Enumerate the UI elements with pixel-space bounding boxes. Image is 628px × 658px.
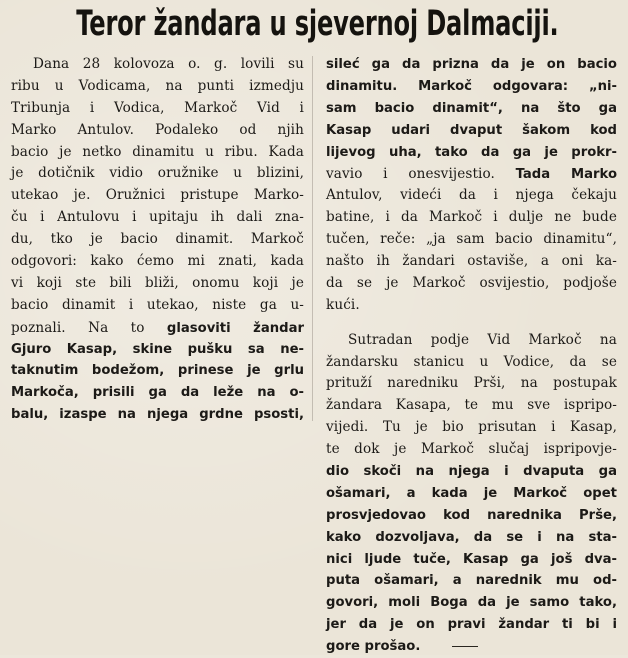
text-line: gore prošao. bbox=[326, 639, 421, 655]
article-headline: Teror žandara u sjevernoj Dalmaciji. bbox=[76, 4, 559, 44]
text-line: odgovori: kako ćemo mi znati, kada bbox=[11, 253, 304, 270]
text-line: vijedi. Tu je bio prisutan i Kasap, bbox=[326, 419, 617, 436]
paragraph-gap bbox=[326, 317, 617, 330]
text-line: našto ih žandari ostaviše, a oni ka- bbox=[326, 253, 617, 270]
text-line: prituží naredniku Prši, na postupak bbox=[326, 375, 617, 392]
text-line: da se je Markoč osvijestio, podjoše bbox=[326, 274, 617, 291]
text-line: balu, izaspe na njega grdne psosti, bbox=[11, 407, 304, 423]
text-line: puta ošamari, a narednik mu od- bbox=[326, 573, 617, 589]
text-line: Kasap udari dvaput šakom kod bbox=[326, 122, 617, 138]
text-line: du, tko je bacio dinamit. Markoč bbox=[11, 231, 304, 248]
text-line: Marko Antulov. Podaleko od njih bbox=[11, 121, 304, 138]
text-line: te dok je Markoč slučaj ispripovje- bbox=[326, 441, 617, 458]
text-line: Tribunja i Vodica, Markoč Vid i bbox=[11, 99, 304, 116]
article-column-right bbox=[326, 54, 617, 658]
text-line: lijevog uha, tako da ga je prokr- bbox=[326, 144, 617, 160]
article-column-left bbox=[11, 54, 304, 426]
text-line: Gjuro Kasap, skine pušku sa ne- bbox=[11, 341, 304, 357]
text-line: sileć ga da prizna da je on bacio bbox=[326, 57, 617, 72]
text-line: ribu u Vodicama, na punti izmedju bbox=[11, 77, 304, 94]
text-line: dio skoči na njega i dvaputa ga bbox=[326, 464, 617, 480]
text-line: prosvjedovao kod narednika Prše, bbox=[326, 507, 617, 523]
text-line: vavio i onesvijestio. Tada Marko bbox=[326, 166, 617, 183]
text-line: žandara Kasapa, te mu sve ispripo- bbox=[326, 397, 617, 414]
text-line: Dana 28 kolovoza o. g. lovili su bbox=[33, 56, 304, 72]
text-line: sam bacio dinamit“, na što ga bbox=[326, 100, 617, 116]
text-line: Sutradan podje Vid Markoč na bbox=[348, 331, 617, 348]
text-line: kako dozvoljava, da se i na sta- bbox=[326, 529, 617, 545]
text-line: ču i Antulovu i upitaju ih dali zna- bbox=[11, 209, 304, 226]
paragraph-one-continued bbox=[326, 54, 617, 330]
text-line: žandarsku stanicu u Vodice, da se bbox=[326, 353, 617, 370]
text-line: govori, moli Boga da je samo tako, bbox=[326, 595, 617, 611]
text-line: utekao je. Oružnici pristupe Marko- bbox=[11, 187, 304, 204]
text-line: batine, i da Markoč i dulje ne bude bbox=[326, 209, 617, 226]
text-line: Markoča, prisili ga da leže na o- bbox=[11, 385, 304, 401]
text-line: je dotičnik vidio oružnike u blizini, bbox=[11, 165, 304, 182]
text-line: Antulov, videći da i njega čekaju bbox=[326, 187, 617, 204]
text-line: vi koji ste bili bliži, onomu koji je bbox=[11, 274, 304, 291]
text-line: poznali. Na to glasoviti žandar bbox=[11, 319, 304, 336]
column-divider bbox=[312, 56, 313, 421]
text-line: bacio je netko dinamitu u ribu. Kada bbox=[11, 143, 304, 160]
text-line: nici ljude tuče, Kasap ga još dva- bbox=[326, 551, 617, 567]
text-line: ošamari, a kada je Markoč opet bbox=[326, 485, 617, 501]
text-line: tučen, reče: „ja sam bacio dinamitu“, bbox=[326, 231, 617, 248]
text-line: jer da je on pravi žandar ti bi i bbox=[326, 617, 617, 633]
text-line: kući. bbox=[326, 296, 360, 313]
text-line: dinamitu. Markoč odgovara: „ni- bbox=[326, 78, 617, 94]
text-line: bacio dinamit i utekao, niste ga u- bbox=[11, 296, 304, 313]
text-line: taknutim bodežom, prinese je grlu bbox=[11, 363, 304, 379]
paragraph-two bbox=[326, 330, 617, 658]
article-end-rule bbox=[452, 646, 478, 647]
